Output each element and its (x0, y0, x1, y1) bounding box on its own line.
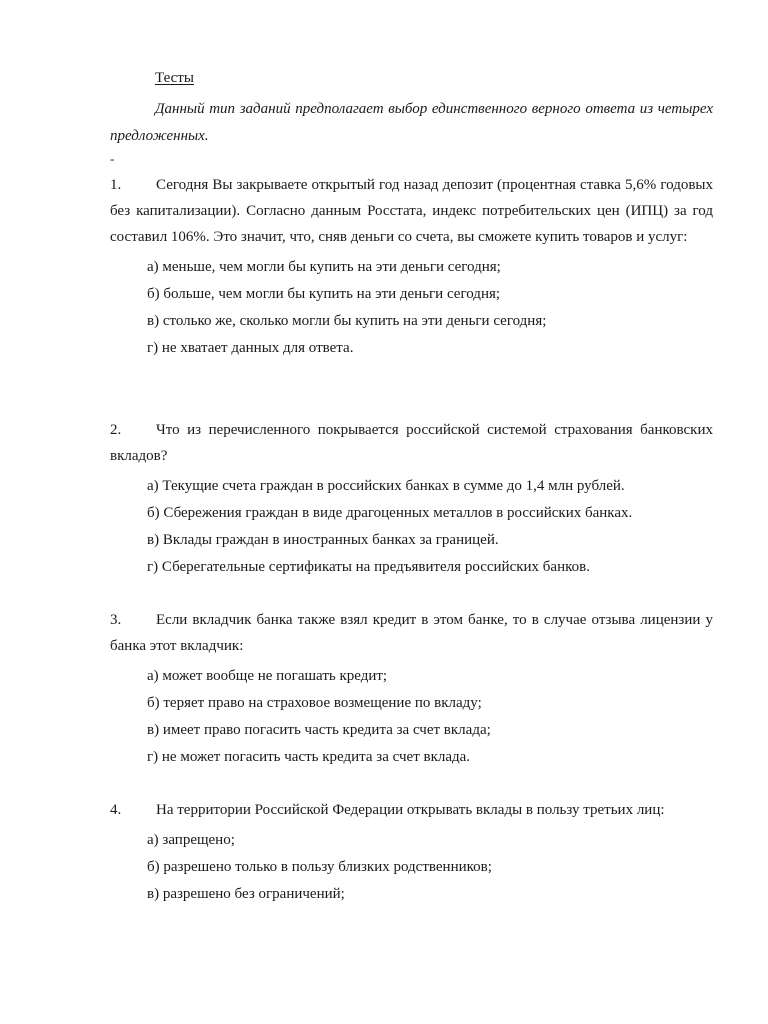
question-3-text-block (110, 607, 713, 659)
answer-option: в) разрешено без ограничений; (147, 886, 345, 902)
answer-option: а) запрещено; (147, 832, 235, 848)
question-text: На территории Российской Федерации открывать вклады в пользу третьих лиц: (156, 802, 665, 818)
question-number: 1. (110, 177, 122, 193)
question-4 (110, 797, 713, 908)
question-text: Сегодня Вы закрываете открытый год назад депозит (процентная ставка 5,6% годовых без капитализации). Согласно данным Росстата, индекс потребительских цен (ИПЦ) за год составил 106%. Это значит, что, сняв деньги со счета, вы сможете купить товаров и услуг: (110, 177, 713, 245)
question-1 (110, 172, 713, 362)
question-2-text-block (110, 417, 713, 469)
answer-option: б) Сбережения граждан в виде драгоценных металлов в российских банках. (147, 505, 633, 521)
answer-option: г) не может погасить часть кредита за счет вклада. (147, 749, 471, 765)
answer-option: г) Сберегательные сертификаты на предъявителя российских банков. (147, 559, 590, 575)
answer-option: б) разрешено только в пользу близких родственников; (147, 859, 492, 875)
answer-option: г) не хватает данных для ответа. (147, 340, 354, 356)
answer-option: б) больше, чем могли бы купить на эти деньги сегодня; (147, 286, 501, 302)
question-2 (110, 417, 713, 581)
question-text: Если вкладчик банка также взял кредит в этом банке, то в случае отзыва лицензии у банка этот вкладчик: (110, 612, 713, 654)
question-number: 2. (110, 422, 122, 438)
question-number: 4. (110, 802, 122, 818)
answer-option: в) столько же, сколько могли бы купить на эти деньги сегодня; (147, 313, 547, 329)
question-3 (110, 607, 713, 771)
intro-paragraph: Данный тип заданий предполагает выбор единственного верного ответа из четырех предложенных. (110, 101, 713, 144)
answer-option: в) имеет право погасить часть кредита за счет вклада; (147, 722, 491, 738)
answer-option: в) Вклады граждан в иностранных банках за границей. (147, 532, 499, 548)
dash-marker: - (110, 151, 115, 166)
answer-option: а) меньше, чем могли бы купить на эти деньги сегодня; (147, 259, 501, 275)
question-number: 3. (110, 612, 122, 628)
answer-option: б) теряет право на страховое возмещение по вкладу; (147, 695, 482, 711)
answer-option: а) Текущие счета граждан в российских банках в сумме до 1,4 млн рублей. (147, 478, 625, 494)
question-text: Что из перечисленного покрывается российской системой страхования банковских вкладов? (110, 422, 713, 464)
answer-option: а) может вообще не погашать кредит; (147, 668, 388, 684)
section-title: Тесты (155, 70, 194, 86)
question-4-text-block (110, 797, 713, 823)
question-1-text-block (110, 172, 713, 250)
